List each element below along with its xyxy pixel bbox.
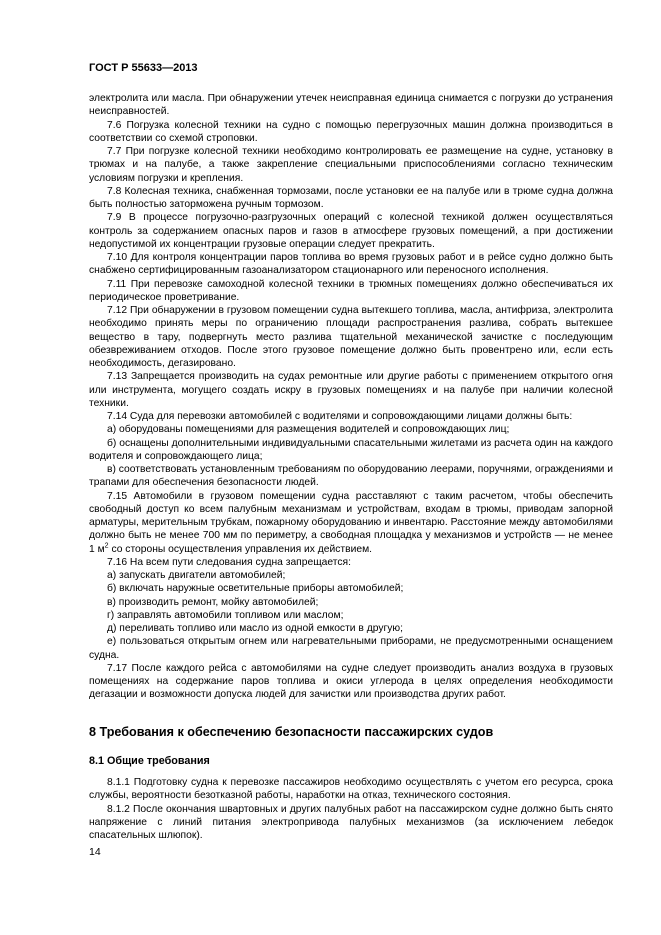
- list-item: б) включать наружные осветительные приборы автомобилей;: [107, 583, 404, 595]
- paragraph: 7.14 Суда для перевозки автомобилей с водителями и сопровождающими лицами должны быть:: [107, 411, 573, 422]
- paragraph: 7.6 Погрузка колесной техники на судно с помощью перегрузочных машин должна производиться в соответствии со схемой строповки.: [89, 119, 613, 144]
- list-item: д) переливать топливо или масло из одной емкости в другую;: [107, 623, 403, 634]
- paragraph: 7.16 На всем пути следования судна запрещается:: [107, 556, 351, 568]
- paragraph: 7.7 При погрузке колесной техники необходимо контролировать ее размещение на судне, установку в трюмах и на палубе, а также закрепление специальными приспособлениями согласно техническим условиям погрузки и крепления.: [89, 146, 613, 184]
- paragraph-7-15: [89, 490, 613, 556]
- paragraph: 7.9 В процессе погрузочно-разгрузочных операций с колесной техникой должен осуществляться контроль за содержанием опасных паров и газов в атмосфере грузовых помещений, а при достижении недопустимой их концентрации грузовые операции следует прекратить.: [89, 212, 613, 250]
- paragraph: 8.1.1 Подготовку судна к перевозке пассажиров необходимо осуществлять с учетом его ресурса, срока службы, вероятности безотказной работы, наработки на отказ, технического состояния.: [89, 777, 613, 802]
- list-item: в) соответствовать установленным требованиям по оборудованию леерами, поручнями, ограждениями и трапами для обеспечения безопасности людей.: [89, 464, 613, 489]
- paragraph: 7.10 Для контроля концентрации паров топлива во время грузовых работ и в рейсе судно должно быть снабжено сертифицированным газоанализатором стационарного или переносного исполнения.: [89, 252, 613, 277]
- section-body: [89, 776, 613, 842]
- paragraph-text: 7.15 Автомобили в грузовом помещении судна расставляют с таким расчетом, чтобы обеспечить свободный доступ ко всем палубным механизмам и устройствам, входам в трюмы, приводам запорной арматуры, мерительным трубкам, пожарному оборудованию и инвентарю. Расстояние между автомобилями должно быть не менее 700 мм по периметру, а свободная площадка у механизмов и устройств — не менее 1 м: [89, 490, 613, 555]
- paragraph-text: со стороны осуществления управления их действием.: [108, 543, 373, 555]
- paragraph: 7.8 Колесная техника, снабженная тормозами, после установки ее на палубе или в трюме судна должна быть полностью заторможена ручным тормозом.: [89, 185, 613, 210]
- paragraph: 8.1.2 После окончания швартовных и других палубных работ на пассажирском судне должно быть снято напряжение с линий питания электропривода палубных механизмов (за исключением лебедок спасательных шлюпок).: [89, 803, 613, 841]
- list-item: е) пользоваться открытым огнем или нагревательными приборами, не предусмотренными оснащением судна.: [89, 636, 613, 661]
- page-number: 14: [89, 846, 101, 858]
- paragraph: 7.17 После каждого рейса с автомобилями на судне следует производить анализ воздуха в грузовых помещениях на содержание паров топлива и окиси углерода в целях определения необходимости дегазации и возможности допуска людей для зачистки или производства других работ.: [89, 662, 613, 701]
- body-text: [89, 92, 613, 702]
- section-title: 8 Требования к обеспечению безопасности пассажирских судов: [89, 725, 494, 739]
- list-item: в) производить ремонт, мойку автомобилей;: [107, 596, 319, 608]
- list-item: г) заправлять автомобили топливом или маслом;: [107, 609, 344, 621]
- superscript: 2: [104, 542, 109, 550]
- list-item: б) оснащены дополнительными индивидуальными спасательными жилетами из расчета один на каждого водителя и сопровождающего лица;: [89, 437, 613, 462]
- subsection-title: 8.1 Общие требования: [89, 755, 210, 767]
- list-item: а) оборудованы помещениями для размещения водителей и сопровождающих лиц;: [107, 424, 510, 436]
- list-item: а) запускать двигатели автомобилей;: [107, 570, 286, 581]
- document-header: ГОСТ Р 55633—2013: [89, 62, 198, 74]
- paragraph: 7.11 При перевозке самоходной колесной техники в трюмных помещениях должно обеспечиваться их периодическое проветривание.: [89, 278, 613, 303]
- paragraph: 7.13 Запрещается производить на судах ремонтные или другие работы с применением открытого огня или инструмента, могущего создать искру в грузовых помещениях и на палубе при наличии колесной техники.: [89, 371, 613, 409]
- paragraph: 7.12 При обнаружении в грузовом помещении судна вытекшего топлива, масла, антифриза, электролита необходимо принять меры по ограничению площади распространения разлива, собрать вытекшее вещество в тару, подвергнуть место разлива тщательной механической зачистке с последующим обезвреживанием отходов. После этого грузовое помещение должно быть провентрено или, если есть необходимость, дегазировано.: [89, 305, 613, 369]
- paragraph: электролита или масла. При обнаружении утечек неисправная единица снимается с погрузки до устранения неисправностей.: [89, 93, 613, 118]
